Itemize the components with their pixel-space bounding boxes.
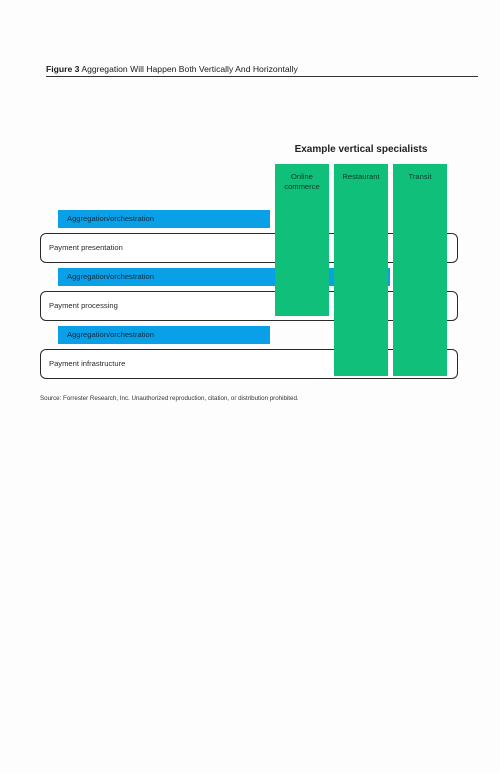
vertical-label-line: Restaurant [342, 172, 380, 181]
vertical-label-transit [393, 172, 447, 182]
aggregation-label: Aggregation/orchestration [67, 330, 154, 339]
vertical-transit [393, 164, 447, 376]
aggregation-label: Aggregation/orchestration [67, 272, 154, 281]
vertical-label-line: Online [291, 172, 313, 181]
source-note: Source: Forrester Research, Inc. Unauthorized reproduction, citation, or distribution prohibited. [40, 395, 299, 402]
figure-title: Aggregation Will Happen Both Vertically And Horizontally [81, 64, 298, 74]
vertical-label-restaurant [334, 172, 388, 182]
vertical-label-online-commerce [275, 172, 329, 192]
aggregation-label: Aggregation/orchestration [67, 214, 154, 223]
verticals-heading: Example vertical specialists [294, 144, 428, 155]
vertical-restaurant [334, 164, 388, 376]
vertical-label-line: commerce [284, 182, 320, 191]
layer-label: Payment infrastructure [49, 359, 126, 368]
vertical-label-line: Transit [408, 172, 432, 181]
figure-number: Figure 3 [46, 64, 80, 74]
layer-label: Payment processing [49, 301, 118, 310]
layer-label: Payment presentation [49, 243, 123, 252]
